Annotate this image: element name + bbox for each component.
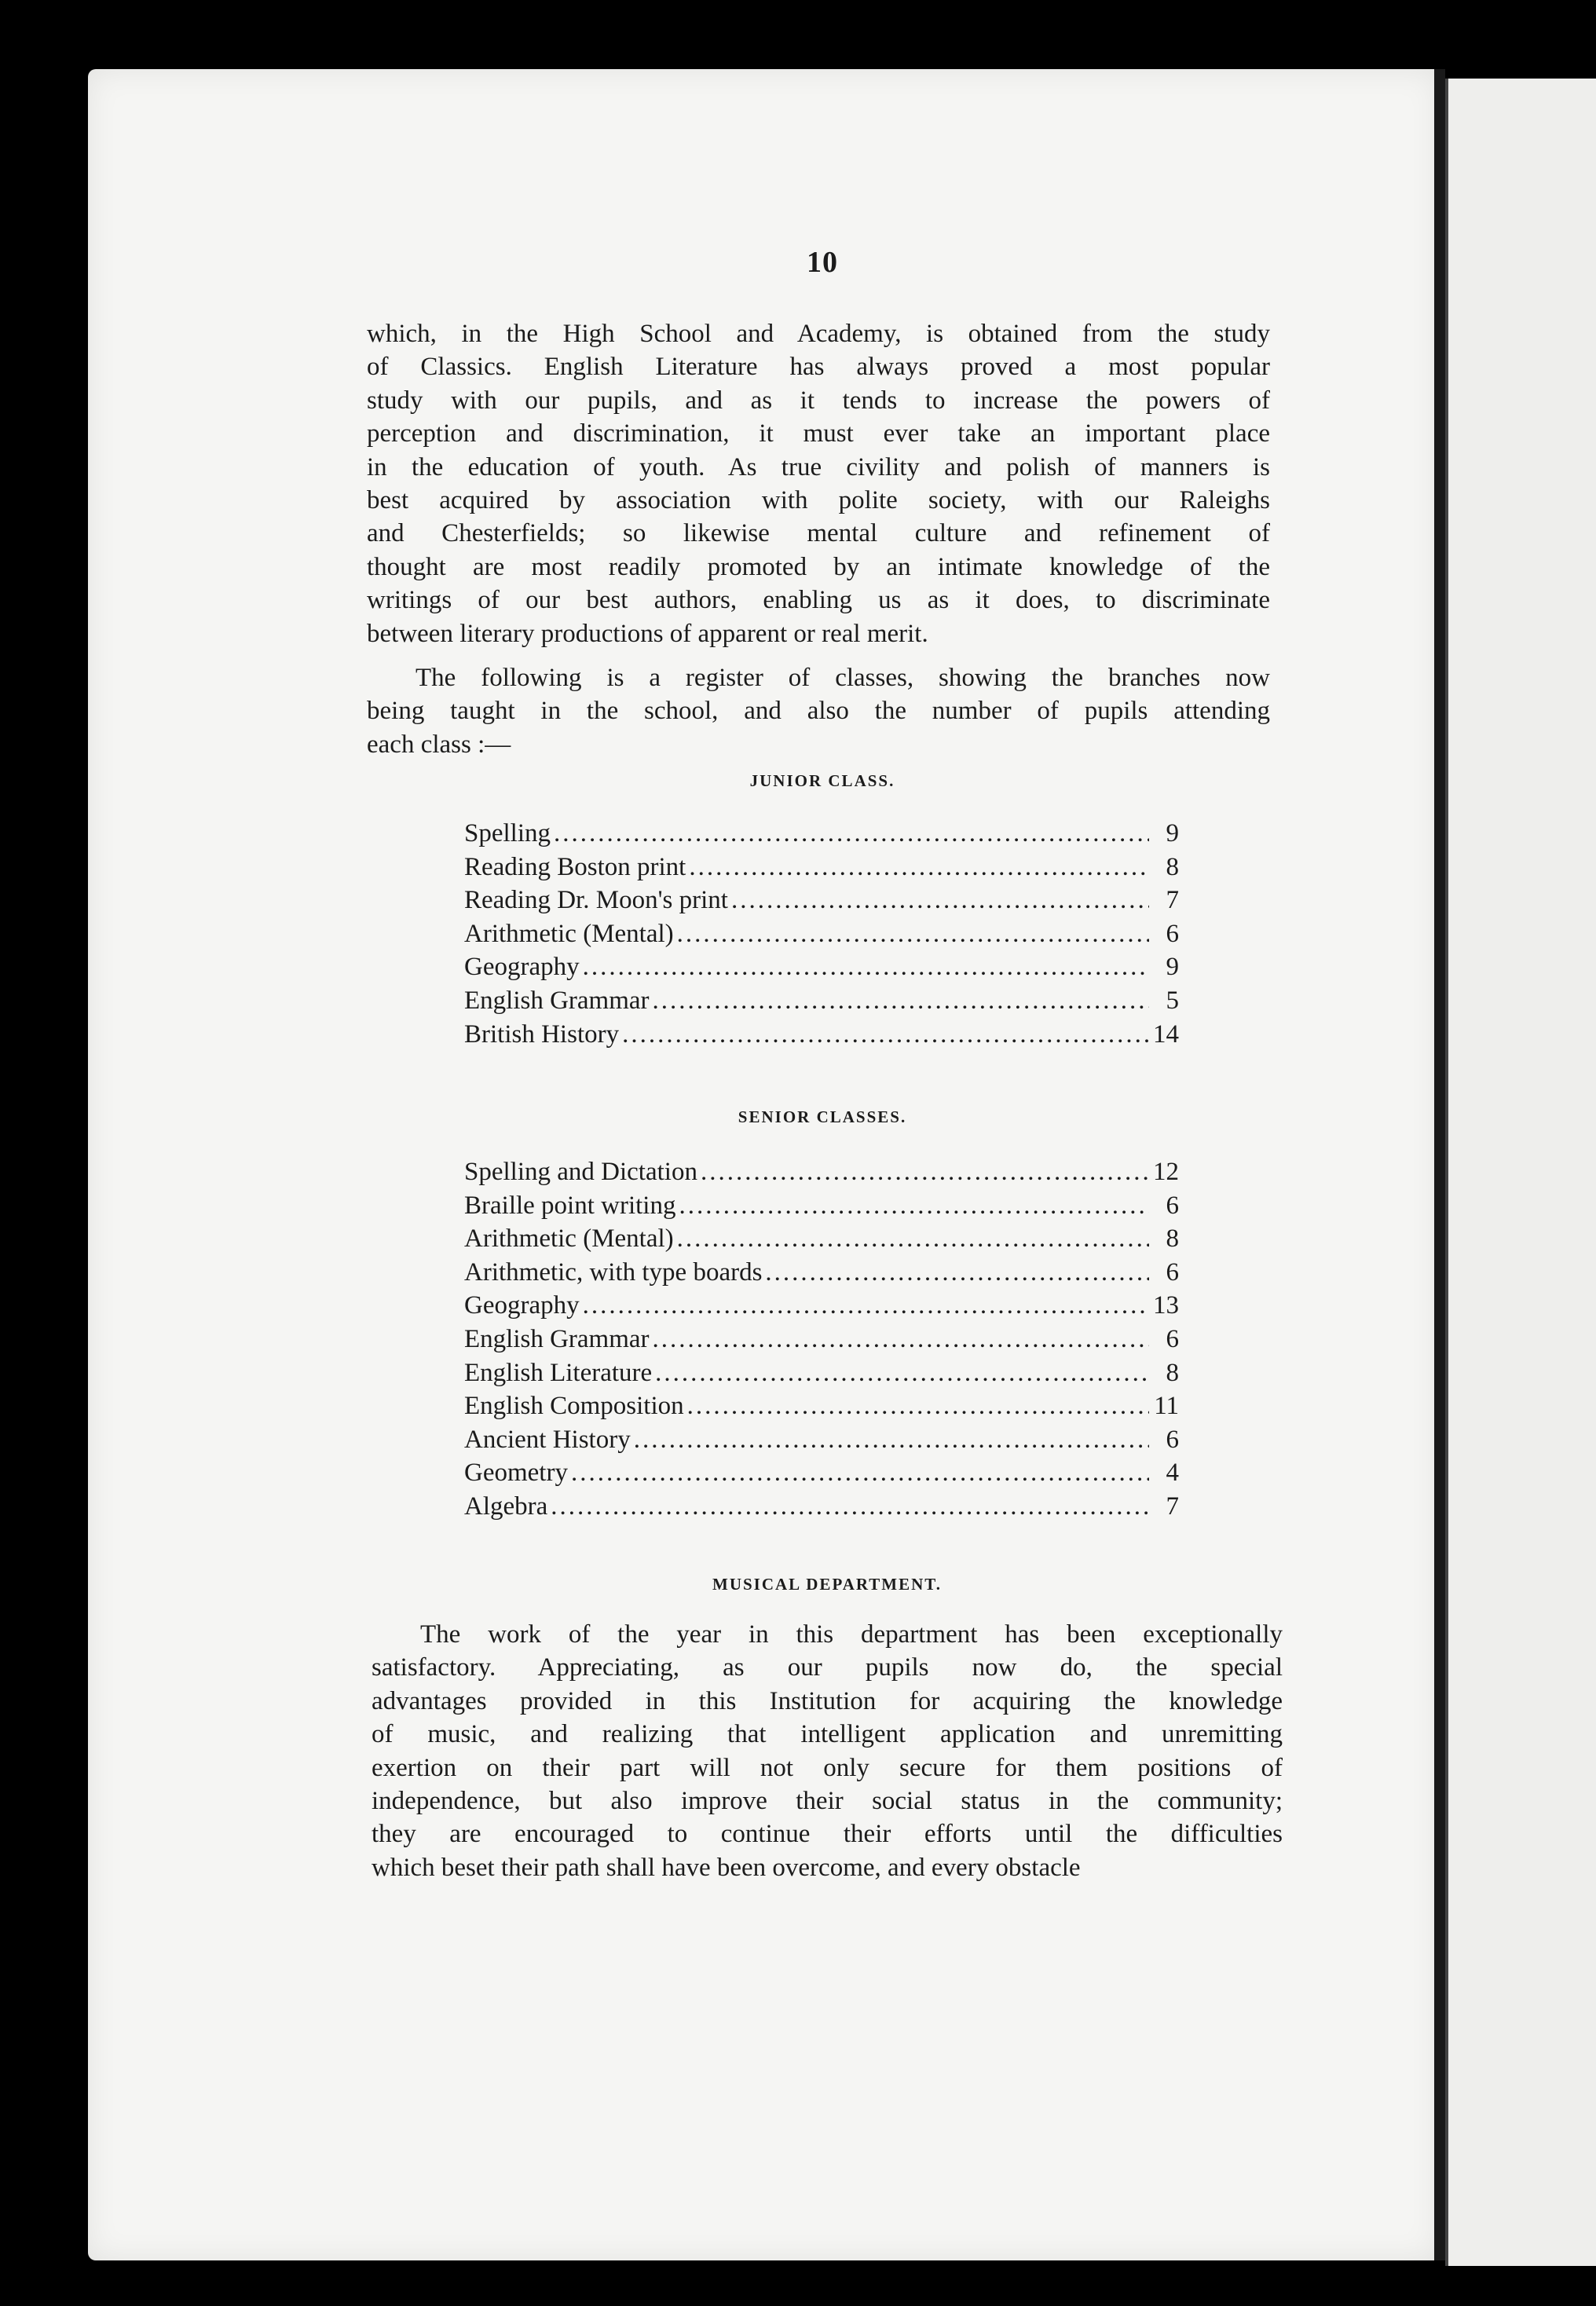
dot-leader: [554, 817, 1149, 851]
dot-leader: [731, 884, 1149, 917]
dot-leader: [583, 950, 1149, 984]
book-gutter: [1434, 69, 1445, 2260]
subject-label: Arithmetic (Mental): [464, 1224, 674, 1254]
subject-label: Reading Boston print: [464, 852, 686, 881]
dot-leader: [571, 1456, 1149, 1490]
register-row: [464, 1456, 1179, 1490]
dot-leader: [677, 1222, 1149, 1256]
register-intro-paragraph: [367, 661, 1270, 761]
text-line: The work of the year in this department has been exceptionally: [420, 1620, 1283, 1649]
facing-page-edge: [1445, 79, 1596, 2266]
register-row: [464, 1222, 1179, 1256]
register-row: [464, 984, 1179, 1018]
text-line: independence, but also improve their social status in the community;: [372, 1787, 1283, 1816]
pupil-count: 12: [1153, 1158, 1179, 1186]
pupil-count: 7: [1166, 1492, 1179, 1521]
register-row: [464, 851, 1179, 884]
text-line: between literary productions of apparent or real merit.: [367, 619, 928, 648]
dot-leader: [655, 1356, 1149, 1390]
register-row: [464, 1289, 1179, 1323]
junior-class-register: [464, 817, 1179, 1051]
register-row: [464, 884, 1179, 917]
register-row: [464, 1356, 1179, 1390]
subject-label: Spelling and Dictation: [464, 1158, 697, 1186]
dot-leader: [653, 984, 1149, 1018]
pupil-count: 9: [1166, 953, 1179, 982]
text-line: writings of our best authors, enabling us as it does, to discriminate: [367, 586, 1270, 615]
text-line: exertion on their part will not only secure for them positions of: [372, 1753, 1283, 1782]
text-line: best acquired by association with polite society, with our Raleighs: [367, 486, 1270, 515]
text-line: of Classics. English Literature has always proved a most popular: [367, 353, 1270, 382]
pupil-count: 6: [1166, 1324, 1179, 1353]
dot-leader: [653, 1323, 1149, 1356]
pupil-count: 4: [1166, 1459, 1179, 1488]
pupil-count: 5: [1166, 986, 1179, 1015]
register-row: [464, 917, 1179, 951]
pupil-count: 9: [1166, 819, 1179, 847]
text-line: each class :—: [367, 730, 511, 759]
subject-label: British History: [464, 1019, 620, 1049]
dot-leader: [551, 1490, 1149, 1524]
text-line: advantages provided in this Institution for acquiring the knowledge: [372, 1686, 1283, 1715]
senior-classes-heading: SENIOR CLASSES.: [738, 1107, 907, 1126]
pupil-count: 7: [1166, 886, 1179, 915]
musical-department-heading: MUSICAL DEPARTMENT.: [712, 1575, 942, 1594]
subject-label: Geography: [464, 1291, 580, 1320]
dot-leader: [687, 1389, 1149, 1423]
subject-label: English Literature: [464, 1358, 653, 1387]
subject-label: Geometry: [464, 1459, 568, 1488]
register-row: [464, 1323, 1179, 1356]
text-line: and Chesterfields; so likewise mental culture and refinement of: [367, 519, 1270, 548]
text-line: The following is a register of classes, showing the branches now: [415, 664, 1270, 692]
senior-classes-register: [464, 1155, 1179, 1524]
register-row: [464, 1189, 1179, 1223]
register-row: [464, 1256, 1179, 1290]
dot-leader: [679, 1189, 1149, 1223]
dot-leader: [701, 1155, 1149, 1189]
pupil-count: 6: [1166, 919, 1179, 948]
pupil-count: 6: [1166, 1425, 1179, 1454]
pupil-count: 8: [1166, 1358, 1179, 1387]
text-line: in the education of youth. As true civility and polish of manners is: [367, 452, 1270, 481]
text-line: which, in the High School and Academy, is obtained from the study: [367, 320, 1270, 348]
register-row: [464, 1018, 1179, 1052]
register-row: [464, 1423, 1179, 1457]
dot-leader: [689, 851, 1149, 884]
text-line: which beset their path shall have been overcome, and every obstacle: [372, 1853, 1081, 1882]
dot-leader: [634, 1423, 1149, 1457]
register-row: [464, 1490, 1179, 1524]
text-line: of music, and realizing that intelligent application and unremitting: [372, 1720, 1283, 1749]
subject-label: Reading Dr. Moon's print: [464, 886, 728, 915]
text-line: satisfactory. Appreciating, as our pupils now do, the special: [372, 1653, 1283, 1682]
subject-label: English Grammar: [464, 1324, 650, 1353]
subject-label: English Composition: [464, 1392, 684, 1421]
register-row: [464, 950, 1179, 984]
subject-label: Spelling: [464, 819, 551, 847]
page-number: 10: [807, 246, 838, 279]
pupil-count: 8: [1166, 1224, 1179, 1254]
text-line: perception and discrimination, it must ever take an important place: [367, 419, 1270, 448]
text-line: they are encouraged to continue their efforts until the difficulties: [372, 1820, 1283, 1849]
pupil-count: 6: [1166, 1257, 1179, 1287]
pupil-count: 11: [1154, 1392, 1179, 1421]
dot-leader: [622, 1018, 1149, 1052]
pupil-count: 13: [1153, 1291, 1179, 1320]
subject-label: Algebra: [464, 1492, 548, 1521]
subject-label: Ancient History: [464, 1425, 631, 1454]
subject-label: Arithmetic (Mental): [464, 919, 674, 948]
intro-paragraph: [367, 317, 1270, 650]
text-line: thought are most readily promoted by an intimate knowledge of the: [367, 552, 1270, 581]
subject-label: Arithmetic, with type boards: [464, 1257, 763, 1287]
junior-class-heading: JUNIOR CLASS.: [749, 771, 895, 790]
pupil-count: 14: [1153, 1019, 1179, 1049]
text-line: study with our pupils, and as it tends to increase the powers of: [367, 386, 1270, 415]
pupil-count: 6: [1166, 1191, 1179, 1220]
register-row: [464, 1389, 1179, 1423]
dot-leader: [677, 917, 1149, 951]
register-row: [464, 1155, 1179, 1189]
musical-department-paragraph: [372, 1618, 1283, 1884]
pupil-count: 8: [1166, 852, 1179, 881]
subject-label: English Grammar: [464, 986, 650, 1015]
subject-label: Braille point writing: [464, 1191, 676, 1220]
text-line: being taught in the school, and also the number of pupils attending: [367, 697, 1270, 726]
subject-label: Geography: [464, 953, 580, 982]
dot-leader: [765, 1256, 1149, 1290]
register-row: [464, 817, 1179, 851]
dot-leader: [583, 1289, 1149, 1323]
